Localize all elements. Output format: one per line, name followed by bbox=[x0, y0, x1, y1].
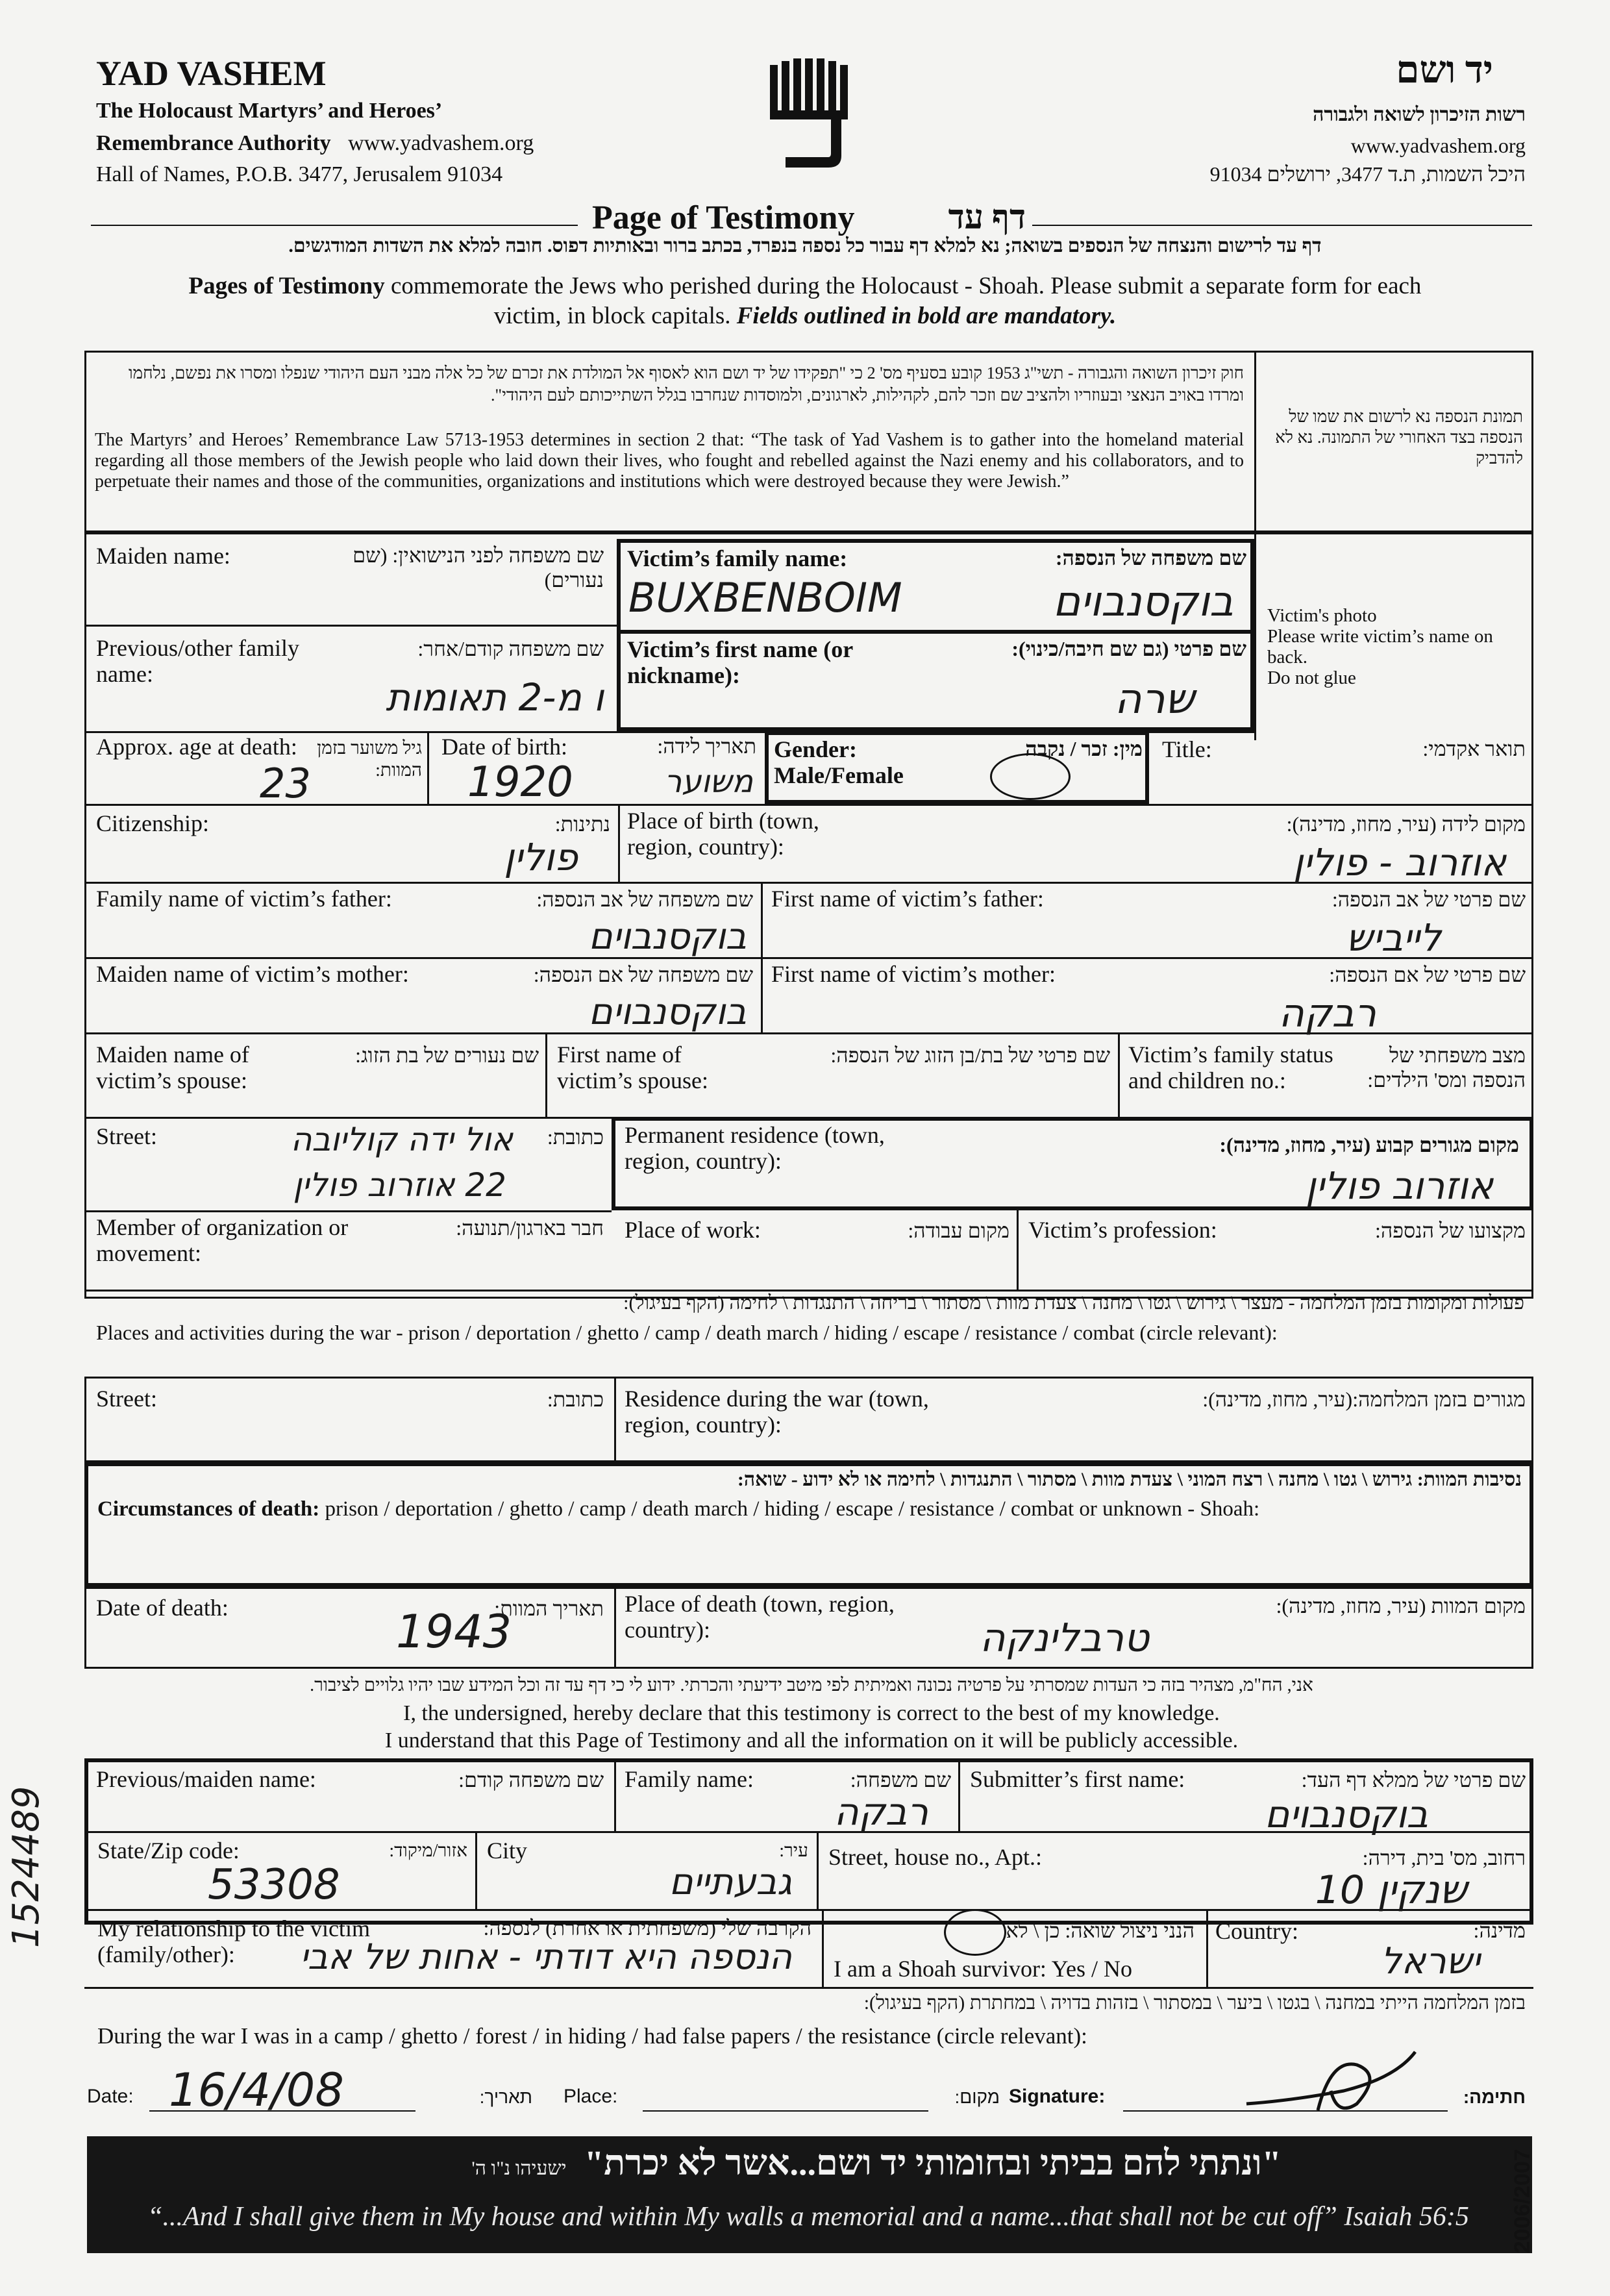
photo-label: Victim's photo bbox=[1267, 605, 1377, 626]
submitter-street-value[interactable]: שנקין 10 bbox=[1315, 1867, 1467, 1913]
war-residence-heb: מגורים בזמן המלחמה:(עיר, מחוז, מדינה): bbox=[1202, 1388, 1526, 1411]
submitter-first-heb: שם פרטי של ממלא דף העד: bbox=[1301, 1768, 1526, 1791]
relationship-label: My relationship to the victim (family/other): bbox=[97, 1915, 370, 1967]
dob-label: Date of birth: bbox=[441, 734, 567, 760]
death-place-heb: מקום המוות (עיר, מחוז, מדינה): bbox=[1276, 1594, 1526, 1617]
work-place-heb: מקום עבודה: bbox=[908, 1219, 1009, 1242]
submitter-family-heb: שם משפחה: bbox=[850, 1768, 951, 1791]
mother-maiden-heb: שם משפחה של אם הנספה: bbox=[533, 963, 753, 986]
father-first-label: First name of victim’s father: bbox=[771, 886, 1044, 912]
war-street-label: Street: bbox=[96, 1386, 157, 1412]
gender-label: Gender: Male/Female bbox=[774, 736, 904, 788]
dob-heb: תאריך לידה: bbox=[657, 734, 756, 758]
first-name-value[interactable]: שרה bbox=[1114, 675, 1195, 723]
member-org-heb: חבר בארגון/תנועה: bbox=[456, 1216, 604, 1240]
intro: Pages of Testimony commemorate the Jews who perished during the Holocaust - Shoah. Please submit a separate form for each victim, in block capitals. Fields outlined in bold are mandatory. bbox=[188, 273, 1422, 329]
death-place-label: Place of death (town, region, country): bbox=[625, 1591, 895, 1643]
date-value[interactable]: 16/4/08 bbox=[169, 2064, 344, 2117]
circumstances-heb: נסיבות המוות: גירוש \ גטו \ מחנה \ רצח המוני \ צעדת מוות \ מסתור \ התנגדות \ לחימה או לא ידוע - שואה: bbox=[737, 1469, 1522, 1490]
circumstances-en[interactable]: Circumstances of death: prison / deportation / ghetto / camp / death march / hiding / escape / resistance / combat or unknown - Shoah: bbox=[97, 1497, 1260, 1521]
street-heb: כתובת: bbox=[547, 1125, 604, 1149]
mother-first-value[interactable]: רבקה bbox=[1278, 991, 1376, 1036]
perm-residence-value[interactable]: אוזרוב פולין bbox=[1306, 1164, 1493, 1208]
birthplace-heb: מקום לידה (עיר, מחוז, מדינה): bbox=[1286, 812, 1526, 836]
age-heb: גיל משוער בזמן המוות: bbox=[317, 738, 422, 780]
heb-address: היכל השמות, ת.ד 3477, ירושלים 91034 bbox=[1209, 162, 1526, 186]
zip-value[interactable]: 53308 bbox=[208, 1861, 340, 1909]
survivor-no-circle[interactable] bbox=[944, 1909, 1006, 1956]
war-residence-label: Residence during the war (town, region, country): bbox=[625, 1386, 929, 1438]
form-title: Page of Testimony bbox=[592, 199, 855, 236]
father-first-value[interactable]: לייביש bbox=[1346, 916, 1441, 960]
gender-selection-circle[interactable] bbox=[990, 753, 1071, 800]
dob-approx-value[interactable]: משוער bbox=[664, 764, 753, 800]
footer-en-quote: “...And I shall give them in My house and within My walls a memorial and a name...that shall not be cut off” Isaiah 56:5 bbox=[147, 2202, 1469, 2232]
heb-intro: דף עד לרישום והנצחה של הנספים בשואה; נא למלא דף עבור כל נספה בנפרד, בכתב ברור ובאותיות דפוס. חובה למלא את השדות המודגשים. bbox=[288, 235, 1322, 256]
title-label: Title: bbox=[1162, 736, 1212, 762]
war-places-en[interactable]: Places and activities during the war - prison / deportation / ghetto / camp / death march / hiding / escape / resistance / combat (circle relevant): bbox=[96, 1321, 1278, 1344]
first-name-label: Victim’s first name (or nickname): bbox=[627, 636, 853, 688]
photo-area[interactable] bbox=[1267, 605, 1527, 688]
death-date-label: Date of death: bbox=[96, 1595, 229, 1621]
submitter-first-label: Submitter’s first name: bbox=[970, 1766, 1185, 1792]
age-label: Approx. age at death: bbox=[96, 734, 297, 760]
death-place-value[interactable]: טרבלינקה bbox=[980, 1616, 1149, 1661]
signature-mark[interactable] bbox=[1233, 2039, 1428, 2117]
profession-heb: מקצועו של הנספה: bbox=[1374, 1219, 1526, 1242]
law-heb: חוק זיכרון השואה והגבורה - תשי"ג 1953 קובע בסעיף מס' 2 כי "תפקידו של יד ושם הוא לאסוף אל המולדת את זכרם של כל אלה מבני העם היהודי שנפלו ומסרו את נפשם, נלחמו ומרדו באויב הנאצי ובעוזריו ולהציב שם וזכר להם, לקהילות, לארגונים, ולמוסדות שנחרבו בגלל השתייכותם לעם היהודי". bbox=[129, 364, 1244, 405]
war-places-heb: פעולות ומקומות בזמן המלחמה - מעצר \ גירוש \ גטו \ מחנה \ צעדת מוות \ מסתור \ בריחה \ התנגדות \ לחימה (הקף בעיגול): bbox=[623, 1292, 1524, 1314]
birthplace-label: Place of birth (town, region, country): bbox=[627, 808, 819, 860]
war-status-heb: בזמן המלחמה הייתי במחנה \ בגטו \ ביער \ במסתור \ בזהות בדויה \ במחתרת (הקף בעיגול): bbox=[863, 1992, 1526, 2014]
maiden-name-label: Maiden name: bbox=[96, 543, 230, 569]
declaration-en1: I, the undersigned, hereby declare that this testimony is correct to the best of my knowledge. bbox=[403, 1701, 1220, 1725]
prev-name-label: Previous/other family name: bbox=[96, 635, 299, 687]
declaration-heb: אני, הח"מ, מצהיר בזה כי העדות שמסרתי על פרטיה נכונה ואמיתית לפי מיטב ידיעתי והכרתי. ידוע לי כי דף עד זה וכל המידע שבו יהיו גלויים לציבור. bbox=[310, 1675, 1313, 1695]
photo-glue-note: Do not glue bbox=[1267, 668, 1356, 688]
spouse-first-heb: שם פרטי של בת/בן הזוג של הנספה: bbox=[830, 1043, 1110, 1067]
family-name-heb-value[interactable]: בוקסנבוים bbox=[1052, 578, 1233, 626]
mother-maiden-value[interactable]: בוקסנבוים bbox=[588, 991, 747, 1033]
mother-first-label: First name of victim’s mother: bbox=[771, 961, 1056, 987]
heb-org-name: יד ושם bbox=[1396, 49, 1493, 91]
country-value[interactable]: ישראל bbox=[1380, 1940, 1480, 1982]
perm-residence-label: Permanent residence (town, region, country): bbox=[625, 1122, 885, 1174]
citizenship-value[interactable]: פולין bbox=[504, 835, 578, 879]
org-address: Hall of Names, P.O.B. 3477, Jerusalem 91034 bbox=[96, 162, 503, 186]
country-label: Country: bbox=[1215, 1918, 1299, 1944]
date-label: Date: bbox=[87, 2086, 134, 2107]
zip-heb: אזור/מיקוד: bbox=[389, 1841, 467, 1861]
org-name: YAD VASHEM bbox=[96, 54, 327, 93]
photo-instruction: Please write victim’s name on back. bbox=[1267, 626, 1493, 668]
law-en: The Martyrs’ and Heroes’ Remembrance Law 5713-1953 determines in section 2 that: “The task of Yad Vashem is to gather into the homeland material regarding all those members of the Jewish people who laid down their lives, who fought and rebelled against the Nazi enemy and his collaborators, and to perpetuate their names and those of the communities, organizations and institutions which were destroyed because they were Jewish.” bbox=[95, 430, 1244, 492]
birthplace-value[interactable]: אוזרוב - פולין bbox=[1293, 840, 1506, 884]
submitter-prev-heb: שם משפחה קודם: bbox=[458, 1768, 604, 1791]
maiden-name-field[interactable] bbox=[96, 571, 609, 621]
submitter-first-value[interactable]: בוקסנבוים bbox=[1264, 1792, 1428, 1836]
heb-website[interactable]: www.yadvashem.org bbox=[1350, 134, 1526, 157]
street-value2[interactable]: 22 אוזרוב פולין bbox=[293, 1166, 506, 1204]
dob-value[interactable]: 1920 bbox=[467, 758, 573, 806]
place-heb: מקום: bbox=[954, 2087, 1000, 2107]
relationship-value[interactable]: הנספה היא דודתי - אחות של אבי bbox=[299, 1936, 792, 1977]
mother-first-heb: שם פרטי של אם הנספה: bbox=[1329, 963, 1526, 986]
perm-residence-heb: מקום מגורים קבוע (עיר, מחוז, מדינה): bbox=[1219, 1133, 1519, 1156]
footer-heb-quote: "ונתתי להם בביתי ובחומותי יד ושם...אשר לא יכרת" ישעיהו נ"ו ה' bbox=[471, 2143, 1282, 2182]
place-label: Place: bbox=[564, 2086, 618, 2107]
death-date-value[interactable]: 1943 bbox=[396, 1605, 512, 1658]
gender-heb: מין: זכר / נקבה bbox=[1025, 737, 1143, 760]
zip-label: State/Zip code: bbox=[97, 1838, 240, 1864]
city-value[interactable]: גבעתיים bbox=[669, 1861, 792, 1903]
family-name-heb: שם משפחה של הנספה: bbox=[1055, 546, 1246, 569]
family-name-label: Victim’s family name: bbox=[627, 545, 848, 571]
relationship-heb: הקרבה שלי (משפחתית או אחרת) לנספה: bbox=[483, 1916, 811, 1940]
city-heb: עיר: bbox=[779, 1841, 808, 1861]
member-org-label: Member of organization or movement: bbox=[96, 1214, 349, 1266]
form-title-heb: דף עד bbox=[948, 199, 1026, 236]
org-line1: The Holocaust Martyrs’ and Heroes’ bbox=[96, 99, 443, 123]
age-value[interactable]: 23 bbox=[260, 760, 311, 807]
spouse-maiden-heb: שם נעורים של בת הזוג: bbox=[355, 1043, 539, 1067]
father-family-heb: שם משפחה של אב הנספה: bbox=[536, 888, 753, 911]
spouse-first-label: First name of victim’s spouse: bbox=[557, 1042, 708, 1093]
spouse-maiden-label: Maiden name of victim’s spouse: bbox=[96, 1042, 249, 1093]
father-first-heb: שם פרטי של אב הנספה: bbox=[1331, 888, 1526, 911]
declaration-en2: I understand that this Page of Testimony and all the information on it will be publicly accessible. bbox=[384, 1728, 1239, 1753]
prev-name-value[interactable]: ו מ-2 תאומות bbox=[386, 675, 604, 719]
profession-label: Victim’s profession: bbox=[1028, 1217, 1217, 1243]
org-website[interactable]: www.yadvashem.org bbox=[348, 131, 534, 155]
citizenship-label: Citizenship: bbox=[96, 810, 209, 836]
margin-number: 1524489 bbox=[5, 1786, 47, 1948]
street-value[interactable]: אול ידה קוליובה bbox=[290, 1121, 513, 1158]
work-place-label: Place of work: bbox=[625, 1217, 761, 1243]
org-authority: Remembrance Authority bbox=[96, 131, 331, 155]
maiden-name-heb: שם משפחה לפני הנישואין: (שם נעורים) bbox=[353, 543, 604, 592]
family-status-heb: מצב משפחתי של הנספה ומס' הילדים: bbox=[1367, 1043, 1526, 1092]
submitter-prev-label: Previous/maiden name: bbox=[96, 1766, 316, 1792]
title-heb: תואר אקדמי: bbox=[1422, 737, 1526, 760]
org-line2 bbox=[96, 131, 534, 156]
death-date-heb: תאריך המוות: bbox=[494, 1597, 604, 1620]
mother-maiden-label: Maiden name of victim’s mother: bbox=[96, 961, 409, 987]
survivor-heb: הנני ניצול שואה: כן \ לא bbox=[1006, 1919, 1195, 1942]
form-code: 2006/2007 bbox=[1510, 2149, 1535, 2253]
family-status-label: Victim’s family status and children no.: bbox=[1128, 1042, 1333, 1093]
heb-org-line1: רשות הזיכרון לשואה ולגבורה bbox=[1313, 104, 1526, 125]
first-name-heb: שם פרטי (גם שם חיבה/כינוי): bbox=[1011, 637, 1246, 660]
signature-heb: חתימה: bbox=[1463, 2087, 1526, 2107]
street-label: Street: bbox=[96, 1123, 157, 1149]
country-heb: מדינה: bbox=[1473, 1919, 1526, 1942]
photo-heb: תמונת הנספה נא לרשום את שמו של הנספה בצד האחורי של התמונה. נא לא להדביק bbox=[1275, 407, 1523, 468]
signature-label: Signature: bbox=[1009, 2086, 1106, 2107]
submitter-family-label: Family name: bbox=[625, 1766, 754, 1792]
father-family-label: Family name of victim’s father: bbox=[96, 886, 392, 912]
family-name-latin-value[interactable]: BUXBENBOIM bbox=[628, 574, 902, 621]
father-family-value[interactable]: בוקסנבוים bbox=[588, 916, 747, 958]
city-label: City bbox=[487, 1838, 528, 1864]
citizenship-heb: נתינות: bbox=[554, 812, 610, 836]
submitter-street-label: Street, house no., Apt.: bbox=[828, 1844, 1042, 1870]
war-street-heb: כתובת: bbox=[547, 1388, 604, 1411]
war-status-en[interactable]: During the war I was in a camp / ghetto / forest / in hiding / had false papers / the resistance (circle relevant): bbox=[97, 2023, 1087, 2049]
survivor-label[interactable]: I am a Shoah survivor: Yes / No bbox=[834, 1956, 1132, 1982]
date-heb: תאריך: bbox=[479, 2087, 532, 2107]
submitter-street-heb: רחוב, מס' בית, דירה: bbox=[1362, 1846, 1526, 1869]
yad-vashem-logo bbox=[766, 58, 850, 169]
submitter-family-value[interactable]: רבקה bbox=[834, 1790, 928, 1834]
prev-name-heb: שם משפחה קודם/אחר: bbox=[417, 637, 604, 660]
